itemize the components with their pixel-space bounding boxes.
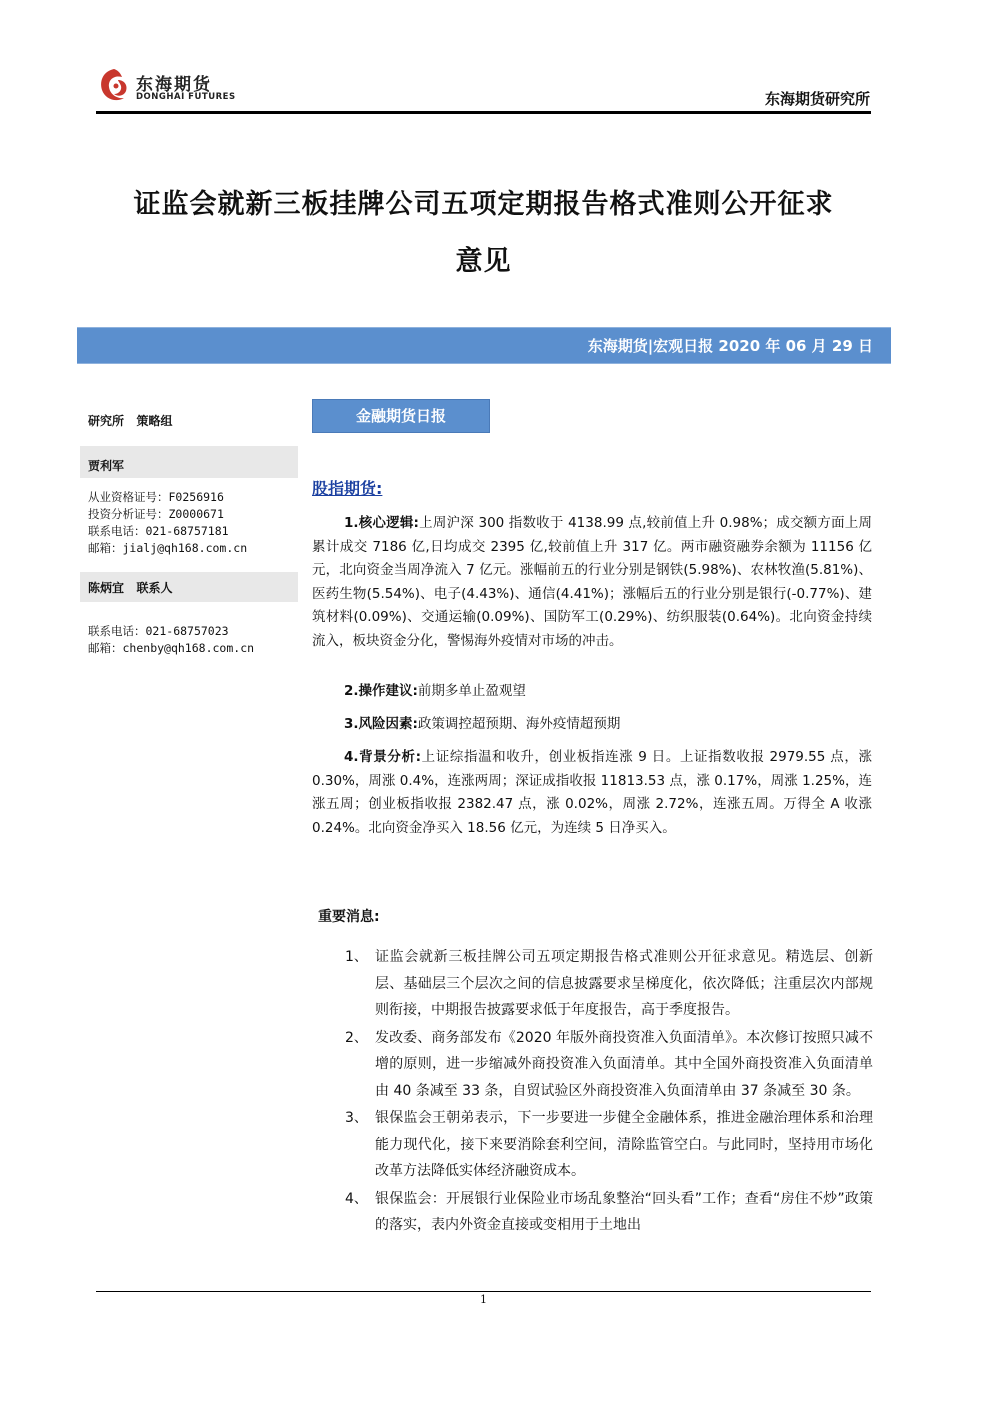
- list-item: [345, 1025, 873, 1105]
- point-text: 上周沪深 300 指数收于 4138.99 点,较前值上升 0.98%；成交额方面上周累计成交 7186 亿,日均成交 2395 亿,较前值上升 317 亿。两市融资融券余额为 11156 亿元，北向资金当周净流入 7 亿元。涨幅前五的行业分别是钢铁(5.98%)、农林牧渔(5.81%)、医药生物(5.54%)、电子(4.43%)、通信(4.41%)；涨幅后五的行业分别是银行(-0.77%)、建筑材料(0.09%)、交通运输(0.09%)、国防军工(0.29%)、纺织服装(0.64%)。北向资金持续流入，板块资金分化，警惕海外疫情对市场的冲击。: [312, 515, 873, 649]
- footer-rule: [96, 1291, 871, 1292]
- dragon-logo-icon: [96, 66, 132, 106]
- sidebar-analyst2-info: [88, 623, 254, 657]
- company-logo: [96, 66, 236, 108]
- news-list: [345, 944, 873, 1240]
- list-item: [345, 1105, 873, 1185]
- report-bar: [77, 327, 891, 364]
- info-line: 投资分析证号：Z0000671: [88, 507, 224, 521]
- header-rule: [96, 111, 871, 114]
- header-institute: 东海期货研究所: [764, 90, 870, 108]
- page-number: 1: [480, 1293, 487, 1306]
- point-background: [312, 746, 872, 840]
- email-line: 邮箱：jialj@qh168.com.cn: [88, 541, 248, 555]
- news-heading: 重要消息:: [318, 909, 380, 925]
- news-number: 1、: [345, 949, 368, 965]
- sidebar-analyst1-info: [88, 489, 247, 557]
- news-text: 发改委、商务部发布《2020 年版外商投资准入负面清单》。本次修订按照只减不增的原则，进一步缩减外商投资准入负面清单。其中全国外商投资准入负面清单由 40 条减至 33 条，自贸试验区外商投资准入负面清单由 37 条减至 30 条。: [375, 1029, 873, 1099]
- point-core-logic: [312, 512, 872, 653]
- logo-text-cn: 东海期货: [136, 75, 212, 95]
- news-text: 银保监会王朝弟表示，下一步要进一步健全金融体系，推进金融治理体系和治理能力现代化，接下来要消除套利空间，清除监管空白。与此同时，坚持用市场化改革方法降低实体经济融资成本。: [375, 1110, 873, 1179]
- list-item: [345, 944, 873, 1024]
- point-label: 1.核心逻辑:: [344, 515, 419, 531]
- info-line: 从业资格证号：F0256916: [88, 490, 224, 504]
- point-label: 4.背景分析:: [344, 749, 421, 765]
- info-line: 联系电话：021-68757181: [88, 524, 229, 538]
- sidebar-analyst1-name: 贾利军: [88, 459, 125, 473]
- point-text: 政策调控超预期、海外疫情超预期: [417, 716, 621, 732]
- info-line: 联系电话：021-68757023: [88, 624, 229, 638]
- email-line: 邮箱：chenby@qh168.com.cn: [88, 641, 255, 655]
- point-label: 2.操作建议:: [344, 683, 418, 699]
- page-title: [96, 176, 871, 290]
- list-item: [345, 1186, 873, 1239]
- point-operation: [312, 680, 872, 704]
- point-text: 前期多单止盈观望: [417, 683, 526, 699]
- subsection-heading: 股指期货:: [312, 479, 383, 498]
- news-text: 证监会就新三板挂牌公司五项定期报告格式准则公开征求意见。精选层、创新层、基础层三个层次之间的信息披露要求呈梯度化，依次降低；注重层次内部规则衔接，中期报告披露要求低于年度报告，高于季度报告。: [375, 949, 873, 1018]
- sidebar-analyst2-name: 陈炳宜 联系人: [88, 581, 173, 595]
- point-label: 3.风险因素:: [344, 716, 418, 732]
- news-text: 银保监会：开展银行业保险业市场乱象整治“回头看”工作；查看“房住不炒”政策的落实，表内外资金直接或变相用于土地出: [375, 1190, 873, 1233]
- title-line: 意见: [455, 246, 512, 277]
- point-text: 上证综指温和收升，创业板指连涨 9 日。上证指数收报 2979.55 点，涨 0.30%，周涨 0.4%，连涨两周；深证成指收报 11813.53 点，涨 0.17%，周涨 1.25%，连涨五周；创业板指收报 2382.47 点，涨 0.02%，周涨 2.72%，连涨五周。万得全 A 收涨 0.24%。北向资金净买入 18.56 亿元，为连续 5 日净买入。: [312, 749, 872, 836]
- sidebar-dept: 研究所 策略组: [88, 414, 173, 428]
- news-number: 4、: [345, 1190, 368, 1207]
- news-number: 3、: [345, 1110, 368, 1126]
- report-bar-text: 东海期货|宏观日报 2020 年 06 月 29 日: [587, 337, 873, 355]
- section-badge: 金融期货日报: [312, 399, 490, 433]
- title-line: 证监会就新三板挂牌公司五项定期报告格式准则公开征求: [133, 189, 834, 220]
- news-number: 2、: [345, 1029, 368, 1046]
- point-risk: [312, 713, 872, 737]
- logo-text-en: DONGHAI FUTURES: [136, 92, 236, 102]
